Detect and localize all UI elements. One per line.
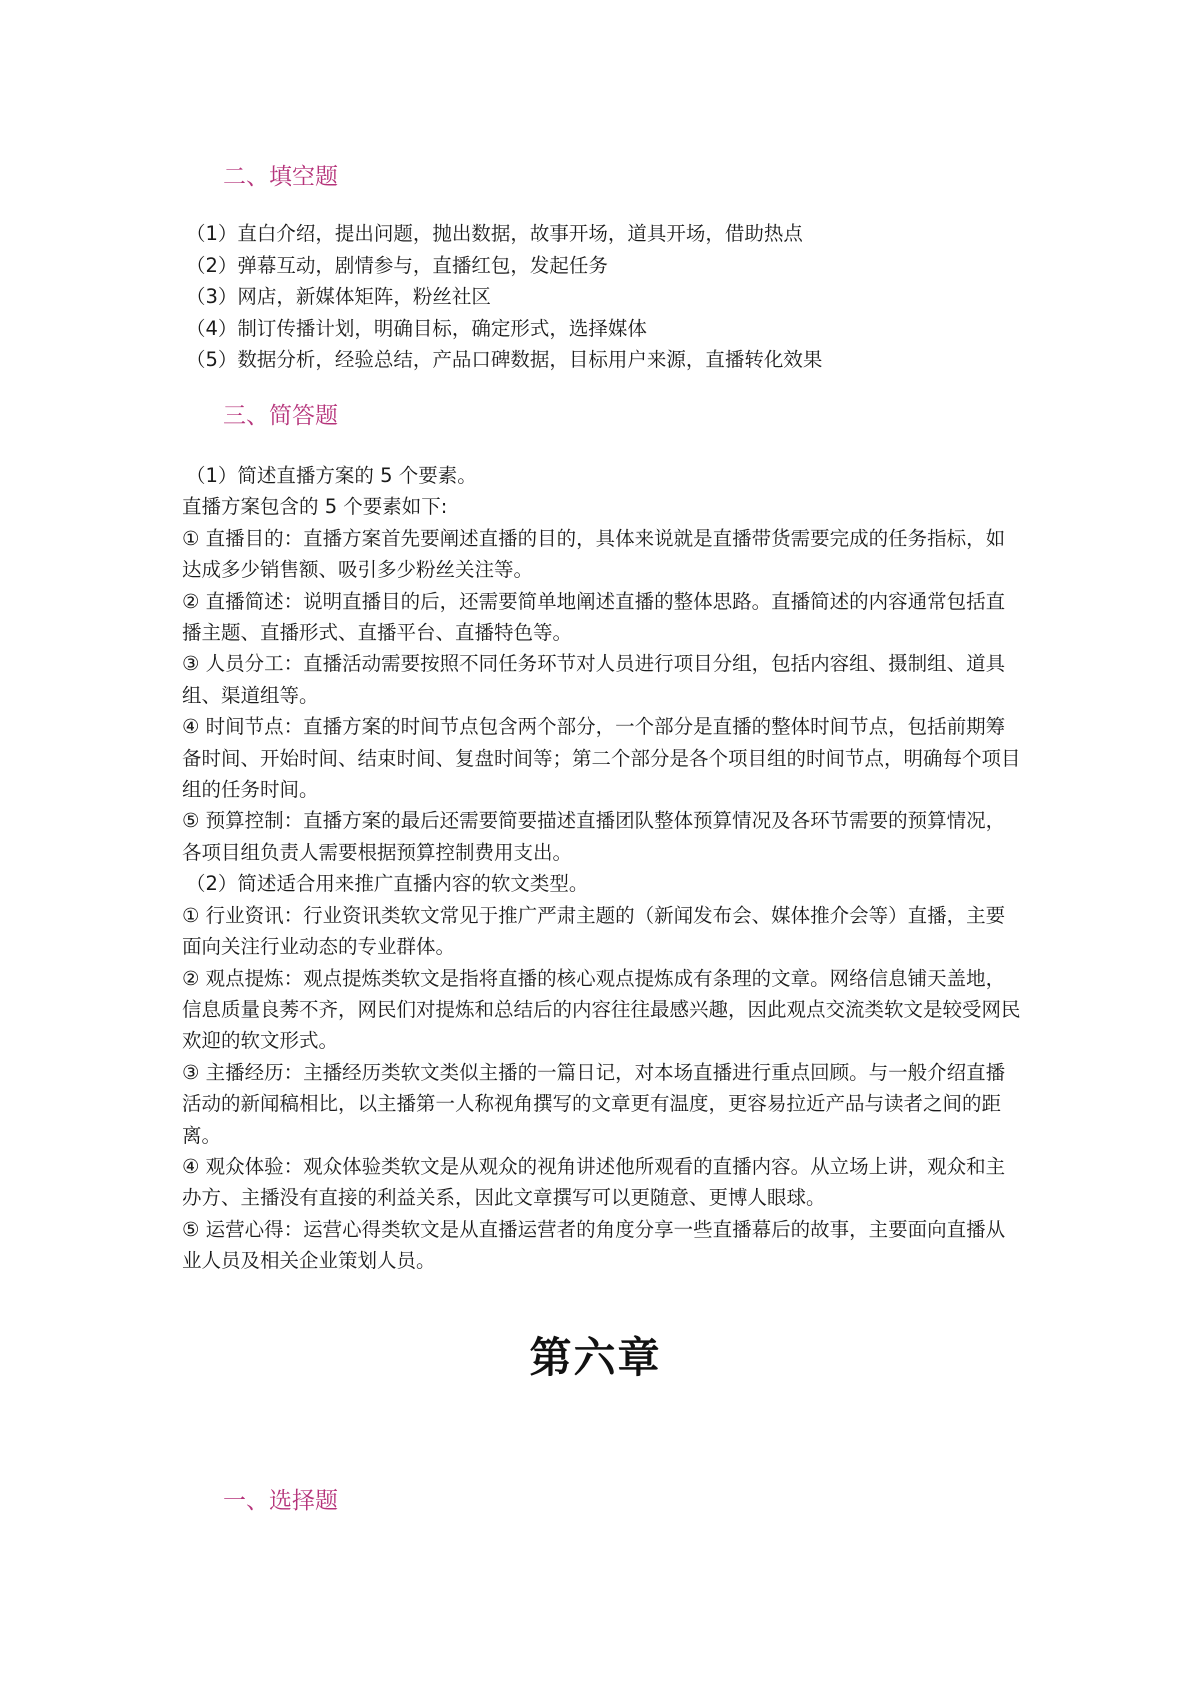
- fill-blank-item-5: （5）数据分析，经验总结，产品口碑数据，目标用户来源，直播转化效果: [186, 348, 823, 371]
- question-2-point-2: ② 观点提炼：观点提炼类软文是指将直播的核心观点提炼成有条理的文章。网络信息铺天盖地，信息质量良莠不齐，网民们对提炼和总结后的内容往往最感兴趣，因此观点交流类软文是较受网民欢迎的软文形式。: [182, 966, 1021, 1053]
- question-2-point-1: ① 行业资讯：行业资讯类软文常见于推广严肃主题的（新闻发布会、媒体推介会等）直播，主要面向关注行业动态的专业群体。: [182, 903, 1006, 959]
- question-1-point-5: ⑤ 预算控制：直播方案的最后还需要简要描述直播团队整体预算情况及各环节需要的预算情况，各项目组负责人需要根据预算控制费用支出。: [182, 809, 1006, 864]
- question-1-point-2: ② 直播简述：说明直播目的后，还需要简单地阐述直播的整体思路。直播简述的内容通常包括直播主题、直播形式、直播平台、直播特色等。: [182, 589, 1006, 645]
- fill-blank-heading: 二、填空题: [223, 164, 338, 190]
- fill-blank-list: [186, 218, 822, 376]
- fill-blank-item-3: （3）网店，新媒体矩阵，粉丝社区: [186, 285, 491, 308]
- short-answer-body: [182, 460, 1022, 1277]
- short-answer-heading: 三、简答题: [223, 403, 338, 429]
- fill-blank-item-2: （2）弹幕互动，剧情参与，直播红包，发起任务: [186, 253, 608, 277]
- question-1-intro: 直播方案包含的 5 个要素如下:: [182, 495, 448, 519]
- question-2-point-4: ④ 观众体验：观众体验类软文是从观众的视角讲述他所观看的直播内容。从立场上讲，观众和主办方、主播没有直接的利益关系，因此文章撰写可以更随意、更博人眼球。: [182, 1154, 1006, 1210]
- question-2-title: （2）简述适合用来推广直播内容的软文类型。: [186, 872, 589, 896]
- fill-blank-item-1: （1）直白介绍，提出问题，抛出数据，故事开场，道具开场，借助热点: [186, 222, 803, 245]
- question-2-point-5: ⑤ 运营心得：运营心得类软文是从直播运营者的角度分享一些直播幕后的故事，主要面向直播从业人员及相关企业策划人员。: [182, 1217, 1006, 1273]
- choice-heading: 一、选择题: [223, 1488, 338, 1514]
- fill-blank-item-4: （4）制订传播计划，明确目标，确定形式，选择媒体: [186, 316, 647, 340]
- question-1-title: （1）简述直播方案的 5 个要素。: [186, 464, 477, 487]
- chapter-title: 第六章: [529, 1333, 662, 1382]
- question-1-point-3: ③ 人员分工：直播活动需要按照不同任务环节对人员进行项目分组，包括内容组、摄制组、道具组、渠道组等。: [182, 652, 1006, 707]
- question-1-point-4: ④ 时间节点：直播方案的时间节点包含两个部分，一个部分是直播的整体时间节点，包括前期筹备时间、开始时间、结束时间、复盘时间等；第二个部分是各个项目组的时间节点，明确每个项目组的任务时间。: [182, 715, 1021, 802]
- question-2-point-3: ③ 主播经历：主播经历类软文类似主播的一篇日记，对本场直播进行重点回顾。与一般介绍直播活动的新闻稿相比，以主播第一人称视角撰写的文章更有温度，更容易拉近产品与读者之间的距离。: [182, 1060, 1006, 1147]
- question-1-point-1: ① 直播目的：直播方案首先要阐述直播的目的，具体来说就是直播带货需要完成的任务指标，如达成多少销售额、吸引多少粉丝关注等。: [182, 526, 1006, 582]
